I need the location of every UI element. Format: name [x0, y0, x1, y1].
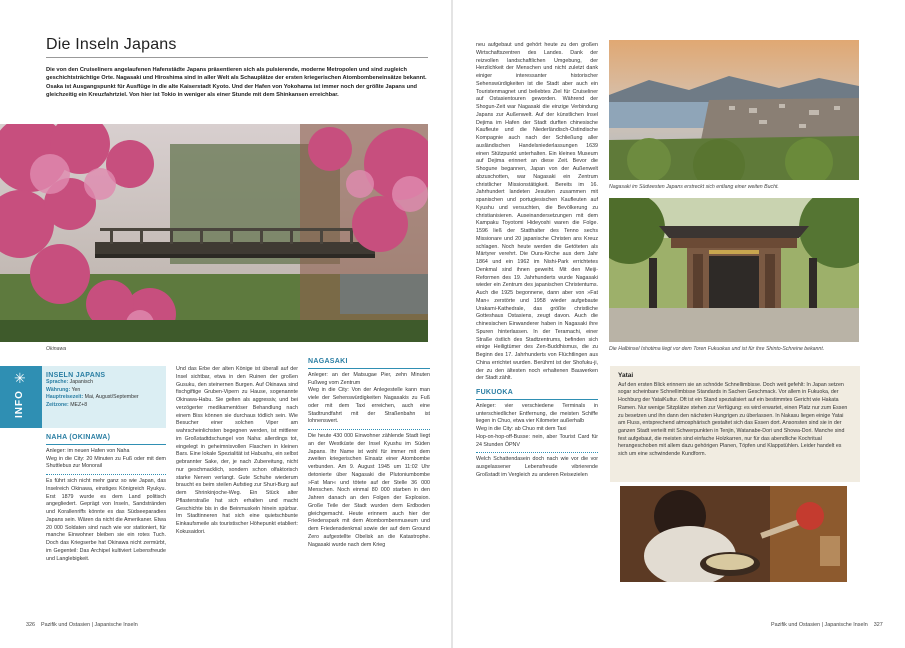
column-okinawa	[176, 366, 298, 537]
nagasaki-caption: Nagasaki im Südwesten Japans erstreckt sich entlang einer weiten Bucht.	[609, 184, 779, 190]
divider	[476, 452, 598, 453]
yatai-box	[610, 366, 860, 482]
info-key: Zeitzone:	[46, 401, 69, 408]
info-value: MEZ+8	[70, 401, 88, 408]
right-page	[453, 0, 905, 648]
info-box	[0, 366, 166, 428]
heading-rule	[308, 368, 430, 369]
yatai-photo	[620, 486, 847, 582]
left-page	[0, 0, 452, 648]
divider	[308, 429, 430, 430]
footer-right	[771, 622, 883, 628]
nagasaki-illustration	[609, 40, 859, 180]
intro-paragraph: Die von den Cruiseliners angelaufenen Hafenstädte Japans präsentieren sich als pulsierende, moderne Metropolen und sind zugleich geschichtsträchtige Orte. Nagasaki und Hiroshima sind in aller Welt als Schauplätze der ersten kriegerischen Atombombeneinsätze bekannt. Osaka ist Ausgangspunkt für Ausflüge in die alte Kaiserstadt Kyoto. Und der Hafen von Yokohama ist immer noch der größte Japans und gleichzeitig ein Kreuzfahrtziel. Von hier ist Tokio in weniger als einer Stunde mit dem Shinkansen erreichbar.	[46, 67, 427, 98]
fukuoka-heading: FUKUOKA	[476, 389, 514, 396]
nagasaki-body-continued: neu aufgebaut und gehört heute zu den großen Wirtschaftszentren des Landes. Dank der reizvollen landschaftlichen Umgebung, der Herzlichkeit der Menschen und nicht zuletzt dank einiger interessanter historischer Sehenswürdigkeiten ist die Stadt aber auch ein Touristenmagnet und beliebtes Ziel für Cruiseliner auf Ostasientouren geworden. Während der Shogun-Zeit war Nagasaki die einzige Verbindung Japans zur Außenwelt. Auf der künstlichen Insel Dejima im Hafen der Stadt durften chinesische Kaufleute und die Niederländisch-Ostindische Kompagnie auch nach der Schließung aller ausländischen Handelsniederlassungen 1639 einen Stützpunkt unterhalten. Ein kleines Museum auf Dejima erinnert an diese Zeit. Bevor die Shogune begannen, Japan von der Außenwelt abzuschotten, war Nagasaki ein Zentrum christlicher Missionstätigkeit. Bereits im 16. Jahrhundert landeten Jesuiten zusammen mit spanischen und portugiesischen Kaufleuten auf Kyushu und versuchten, die Bevölkerung zu christianisieren. Auseinandersetzungen mit dem Kampaku Toyotomi Hideyoshi waren die Folge. 1596 ließ der Statthalter des Tenno sechs Missionare und 20 japanische Christen ans Kreuz schlagen. Noch heute werden die Getöteten als Märtyrer verehrt. Die Oura-Kirche aus dem Jahr 1864 und ein 1962 im Nishi-Park errichtetes Denkmal sind ihnen geweiht. Mit den Meiji-Reformen des 19. Jahrhunderts wurde Nagasaki wieder ein Zentrum des japanischen Christentums. Auch die 1925 begonnene, dann aber von »Fat Man« zerstörte und 1958 wieder aufgebaute Urakami-Kathedrale, das größte christliche Gotteshaus Ostasiens, zeugt davon. Auch die chinesischen Einwanderer haben in Nagasaki ihre Spuren hinterlassen. In der Teramachi, einer Straße östlich des Stadtzentrums, befinden sich einige Heiligtümer des Zen-Buddhismus, die zu Beginn des 17. Jahrhunderts von Flüchtlingen aus China errichtet wurden. Berühmt ist der Shofuku-ji, der zu den ältesten noch erhaltenen Bauwerken der Stadt zählt.	[476, 42, 598, 382]
heading-rule	[46, 444, 166, 445]
shrine-caption: Die Halbinsel Ishotima liegt vor dem Toren Fukuokas und ist für ihre Shinto-Schreine bekannt.	[609, 346, 825, 352]
info-content	[46, 372, 164, 409]
info-value: Yen	[71, 386, 81, 393]
nagasaki-photo	[609, 40, 859, 180]
nagasaki-anleger: Anleger: an der Matsugae Pier, zehn Minuten Fußweg vom Zentrum	[308, 371, 430, 386]
fukuoka-anleger: Anleger: vier verschiedene Terminals in unterschiedlicher Entfernung, die meisten Schiffe liegen in Chuo, etwa vier Kilometer außerhalb	[476, 402, 598, 425]
naha-heading: NAHA (OKINAWA)	[46, 434, 111, 441]
sun-icon: ✳	[14, 370, 26, 386]
info-value: Japanisch	[69, 379, 94, 386]
divider	[46, 474, 166, 475]
okinawa-caption: Okinawa	[46, 346, 67, 352]
info-label: INFO	[14, 390, 25, 418]
yatai-illustration	[620, 486, 847, 582]
title-divider	[46, 57, 428, 58]
info-heading: INSELN JAPANS	[46, 372, 106, 379]
okinawa-photo	[0, 124, 428, 342]
yatai-title: Yatai	[618, 372, 634, 379]
nagasaki-heading: NAGASAKI	[308, 358, 348, 365]
page-number: 327	[873, 622, 883, 628]
info-key: Sprache:	[46, 379, 69, 386]
column-nagasaki-continued	[476, 42, 598, 480]
naha-anleger: Anleger: im neuen Hafen von Naha	[46, 447, 130, 454]
info-key: Währung:	[46, 386, 71, 393]
fukuoka-hop: Hop-on-hop-off-Busse: nein, aber Tourist Card für 24 Stunden ÖPNV	[476, 433, 598, 448]
column-nagasaki	[308, 358, 430, 549]
footer-text: Pazifik und Ostasien | Japanische Inseln	[41, 622, 138, 628]
fukuoka-weg: Weg in die City: ab Chuo mit dem Taxi	[476, 426, 567, 432]
info-key: Hauptreisezeit:	[46, 394, 84, 401]
heading-rule	[476, 399, 598, 400]
naha-weg: Weg in die City: 20 Minuten zu Fuß oder mit dem Shuttlebus zur Monorail	[46, 455, 166, 470]
okinawa-body: Und das Erbe der alten Könige ist überall auf der Insel sichtbar, etwa in den Ruinen der großen Gusuku, den steinernen Burgen. Auf Okinawa sind fischgiftige Gruben-Vipern zu Hause, sogenannte Okinawa-Habu. Sie gelten als aggressiv, und bei verzögerter medikamentöser Behandlung nach einem Biss können sie durchaus tödlich sein. Wie Besucher einer solchen Viper am wahrscheinlichsten begegnen werden, ist mittlerer im Großstadtdschungel von Naha: allerdings tot, eingelegt in geheimnisvollen Flaschen in kleinen Bars. Eine lokale Spezialität ist Habushu, ein selbst gebrannter Sake, der, je nach Zubereitung, nicht nur geschmacklich, sondern schon olfaktorisch starke Nerven verlangt. Gute Schuhe wiederum braucht es beim steilen Aufstieg zur Shuri-Burg auf dem Shrinkinjoche-Weg. Ein Stück alter Pflasterstraße hat sich erhalten und macht Geschichte bis in die Beinmuskeln hinein spürbar. Im Stadtinneren hat sich eine quietschbunte Einkaufsmeile als touristischer Höhepunkt etabliert: Kokusaidori.	[176, 366, 298, 535]
column-naha	[46, 434, 166, 563]
nagasaki-weg: Weg in die City: Von der Anlegestelle kann man viele der Sehenswürdigkeiten Nagasakis zu Fuß oder mit dem Taxi erreichen, auch eine Stadtrundfahrt mit der Straßenbahn ist lohnenswert.	[308, 387, 430, 425]
footer-text: Pazifik und Ostasien | Japanische Inseln	[771, 622, 868, 628]
page-title: Die Inseln Japans	[46, 36, 177, 53]
page-number: 326	[26, 622, 35, 628]
info-row-currency	[46, 387, 164, 394]
info-row-language	[46, 379, 164, 386]
naha-body: Es führt sich nicht mehr ganz so wie Japan, das Inselreich Okinawa, einstiges Königreich Ryukyu. Erst 1879 wurde es dem Land politisch angegliedert. Geprägt von Inseln, Sandstränden und Korallenriffs könnte es das Südseeparadies Japans sein. Wären da nicht die Amerikaner. Etwa 20 000 Soldaten sind nach wie vor stationiert, für manche Einwohner bleiben sie ein rotes Tuch. Doch das Kriegserbe hat Okinawa nicht zermürbt, im Gegenteil: Das Archipel kultiviert Lebensfreude und Langlebigkeit.	[46, 478, 166, 562]
info-row-season	[46, 394, 164, 401]
nagasaki-body: Die heute 430 000 Einwohner zählende Stadt liegt an der Westküste der Insel Kyushu im Süden Japans. Ihr Name ist wohl für immer mit dem zweiten kriegerischen Einsatz einer Atombombe verbunden. Am 9. August 1945 um 11:02 Uhr detonierte über Nagasaki die Plutoniumbombe »Fat Man« und tötete auf der Stelle 36 000 Menschen. Noch einmal 80 000 starben in den Jahren danach an den Folgen der Explosion. Große Teile der Stadt wurden dem Erdboden gleichgemacht. Heute erinnern auch hier der Friedenspark mit dem Atombombenmuseum und dem Friedensdenkmal sowie der auf dem Ground Zero aufgestellte Obelisk an die Katastrophe. Nagasaki wurde nach dem Krieg	[308, 433, 430, 548]
info-row-timezone	[46, 402, 164, 409]
fukuoka-body: Welch Schattendasein doch nach wie vor die vor ausgelassener Lebensfreude vibrierende Großstadt im Vergleich zu anderen Reisezielen	[476, 456, 598, 478]
okinawa-illustration	[0, 124, 428, 342]
info-value: Mai, August/September	[84, 394, 139, 401]
yatai-body: Auf den ersten Blick erinnern sie an schnöde Schnellimbisse. Doch weit gefehlt: In Japan setzen sogar scheinbare Schnellimbisse Standards in Sachen Geschmack. Vor allem in Fukuoka, der Hochburg der YataiKultur. Oft ist ein Stand spezialisiert auf ein bestimmtes Gericht wie Hakata Ramen. Nur wenige Sitzplätze stehen zur Verfügung: es wird erwartet, einen Platz nur zum Essen zu besetzen und ihn dann den nächsten Hungrigen zu überlassen. In Nakasu liegen einige Yatai am Fluss, entsprechend atmosphärisch gestaltet sich das Essen dort. Ansonsten sind sie in der ganzen Stadt verteilt mit Schwerpunkten in Tenjin, Watanabe-Dori und Showa-Dori. Manche sind fest aufgebaut, die meisten sind einfache Holzkarren, nur für das abendliche Kochritual herangeschoben mit allem dazu gehörigen Planen, Töpfen und Klappstühlen. Leider handelt es sich um eine schwindende Kundform.	[618, 381, 848, 458]
shrine-photo	[609, 198, 859, 342]
info-band	[0, 366, 42, 428]
footer-left	[26, 622, 138, 628]
shrine-illustration	[609, 198, 859, 342]
